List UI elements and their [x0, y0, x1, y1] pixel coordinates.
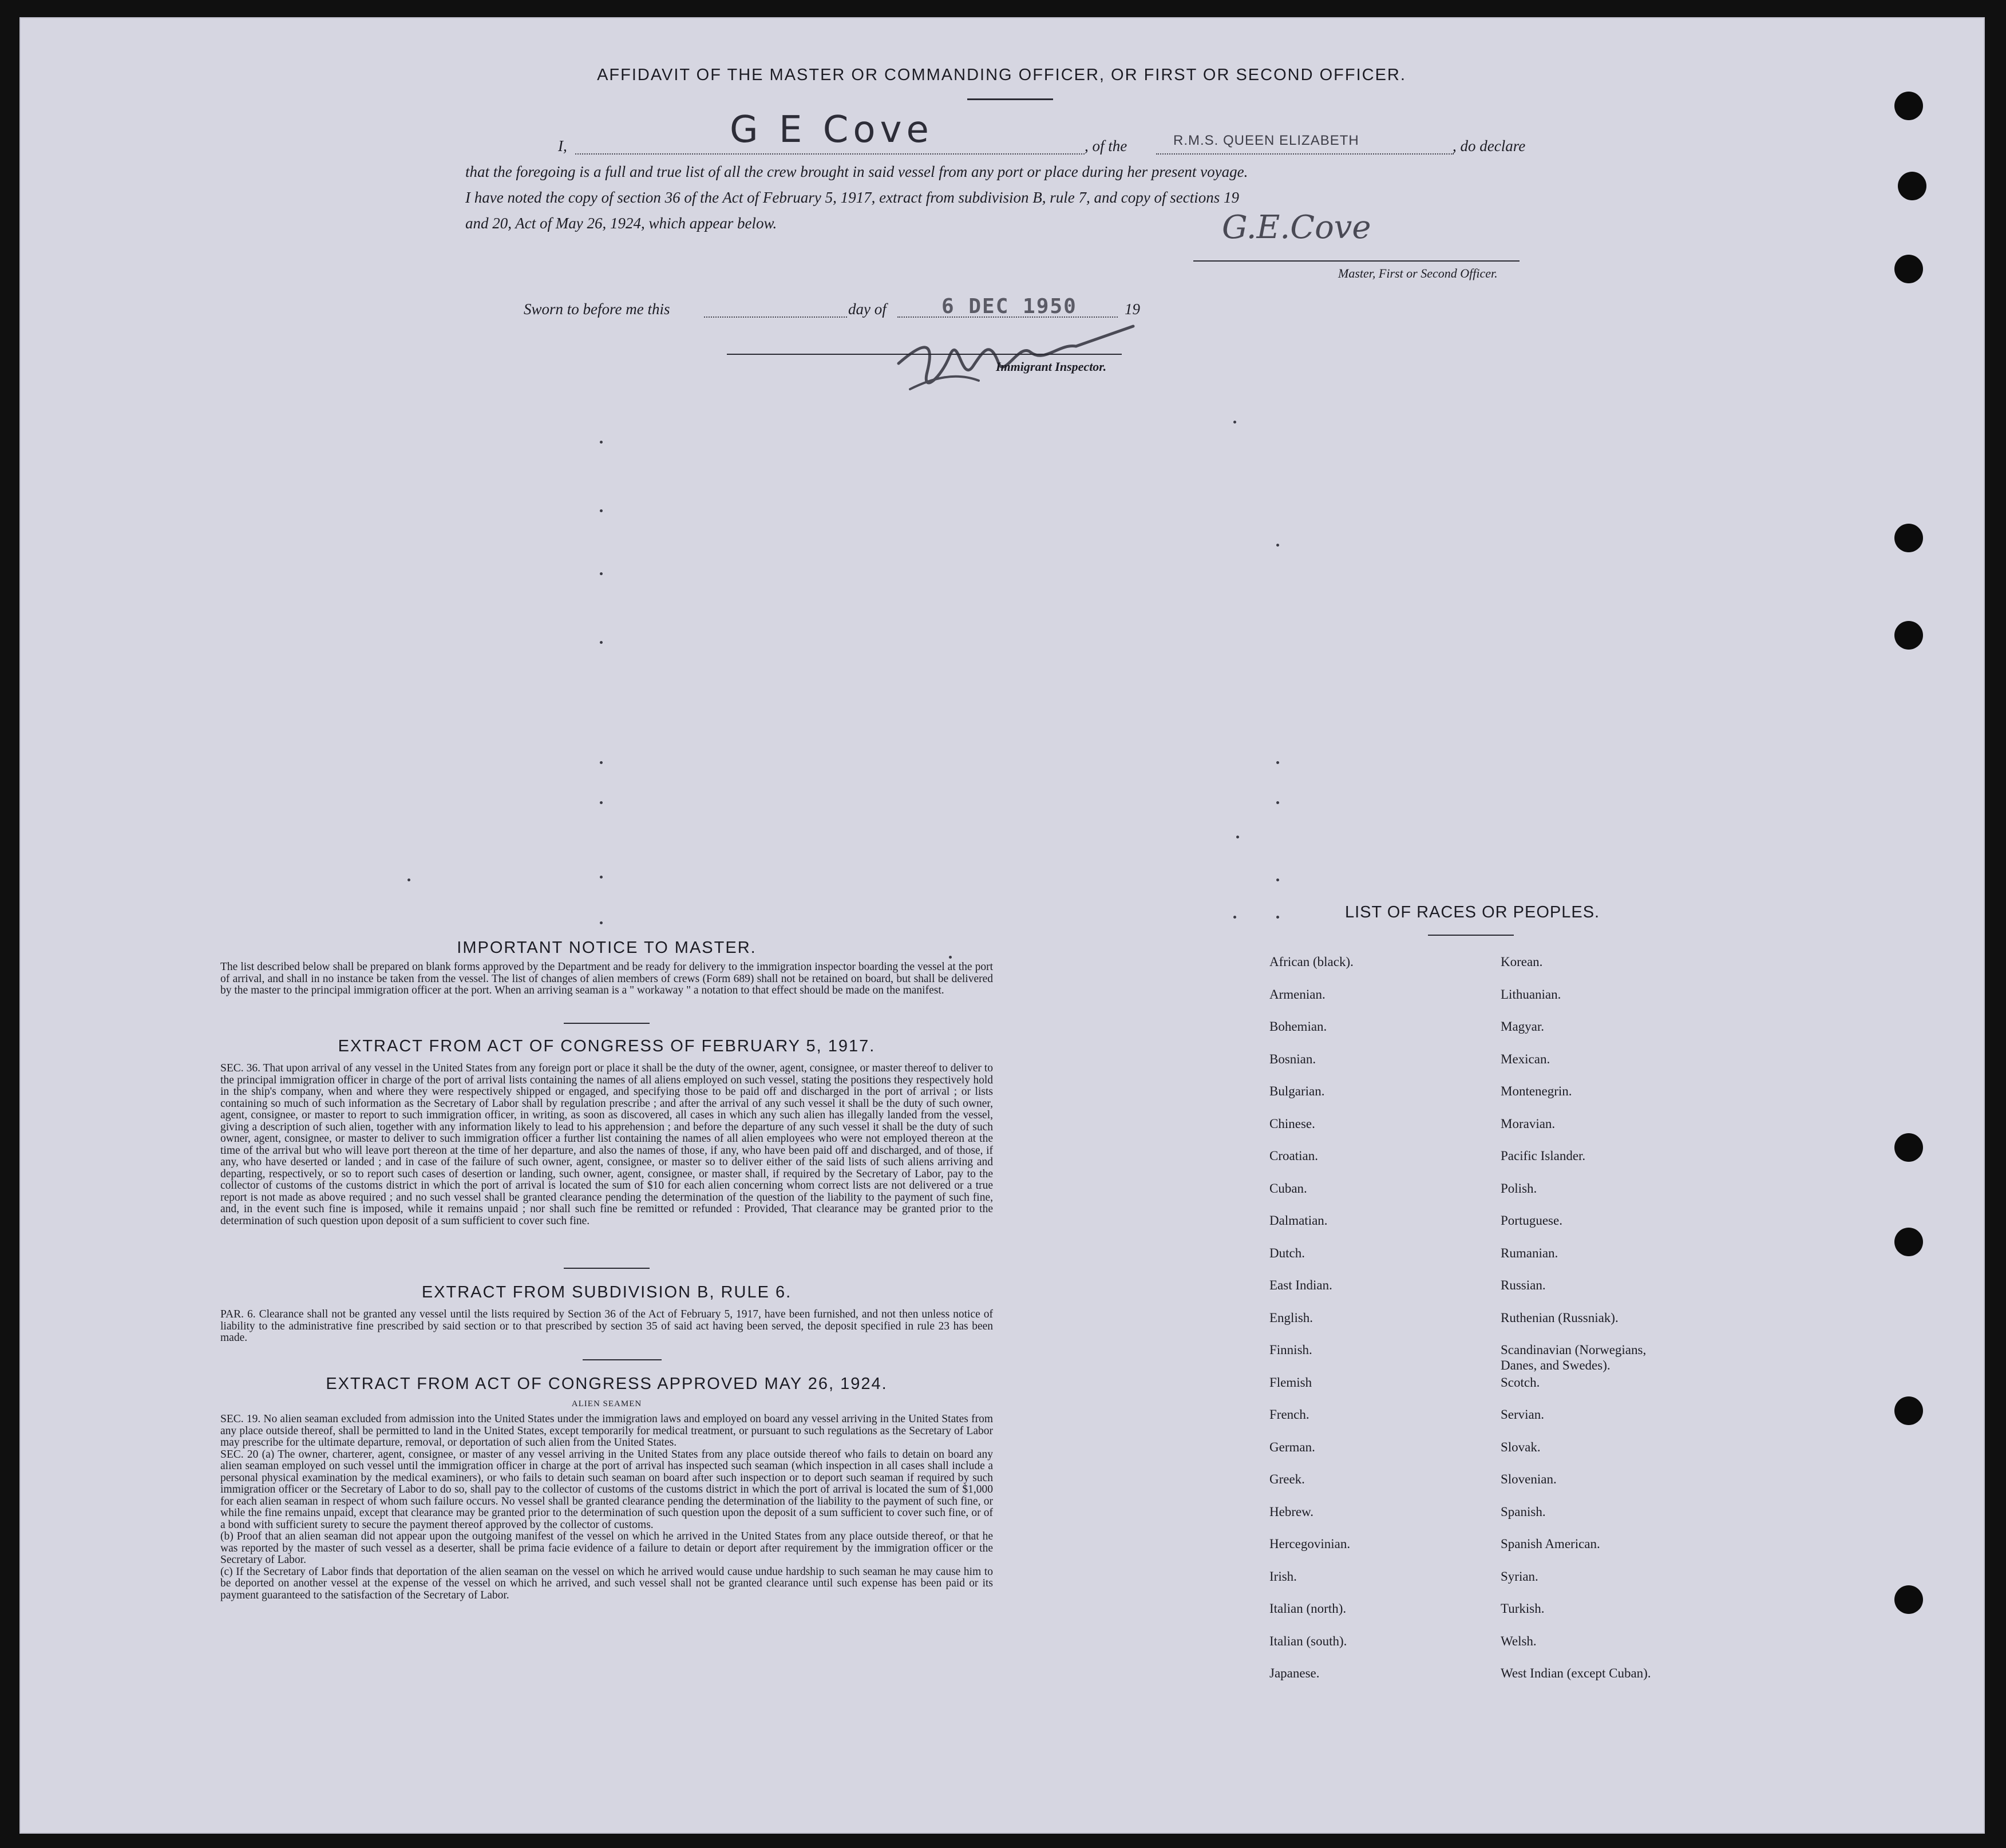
punch-hole [1894, 92, 1923, 120]
punch-hole [1894, 255, 1923, 283]
dust-speck [600, 921, 603, 924]
affidavit-title: AFFIDAVIT OF THE MASTER OR COMMANDING OFFICER, OR FIRST OR SECOND OFFICER. [597, 66, 1406, 84]
extract-1924-subtitle: ALIEN SEAMEN [571, 1399, 642, 1408]
race-item: Scandinavian (Norwegians, Danes, and Swedes). [1501, 1343, 1647, 1372]
dust-speck [600, 572, 603, 575]
race-item: Chinese. [1269, 1116, 1315, 1131]
dust-speck [1276, 879, 1279, 881]
affidavit-line-2: that the foregoing is a full and true list of all the crew brought in said vessel from any port or place during her present voyage. [465, 163, 1248, 180]
section-divider [564, 1268, 650, 1269]
name-fill-line [575, 153, 1085, 155]
race-item: Moravian. [1501, 1116, 1556, 1131]
race-item: Turkish. [1501, 1601, 1545, 1616]
signature-line [1193, 260, 1520, 262]
extract-rule6-title: EXTRACT FROM SUBDIVISION B, RULE 6. [421, 1283, 792, 1301]
affidavit-i-label: I, [558, 137, 567, 155]
race-item: English. [1269, 1310, 1313, 1325]
master-name-handwritten: G E Cove [730, 109, 933, 151]
affidavit-do-declare: , do declare [1453, 137, 1526, 155]
extract-1917-body: SEC. 36. That upon arrival of any vessel in the United States from any foreign port or place it shall be the duty of the owner, agent, consignee, or master thereof to deliver to the principal immigration officer in charge of the port of arrival lists containing the names of all aliens employed on such vessel, stating the positions they respectively hold in the ship's company, when and where they were respectively shipped or engaged, and specifying those to be paid off and discharged in the port of arrival ; or lists containing so much of such information as the Secretary of Labor shall by regulation prescribe ; and after the arrival of any such vessel it shall be the duty of such owner, agent, consignee, or master to report to such immigration officer, in writing, as soon as discovered, all cases in which any such alien has illegally landed from the vessel, giving a description of such alien, together with any information likely to lead to his apprehension ; and before the departure of any such vessel it shall be the duty of such owner, agent, consignee, or master to deliver to such immigration officer a further list containing the names of all alien employees who were not employed thereon at the time of the arrival but who will leave port thereon at the time of her departure, and also the names of those, if any, who have been paid off and discharged, and of those, if any, who have deserted or landed ; and in case of the failure of such owner, agent, consignee, or master so to deliver either of the said lists of such aliens arriving and departing, respectively, or so to report such cases of desertion or landing, such owner, agent, consignee, or master shall, if required by the Secretary of Labor, pay to the collector of customs of the customs district in which the port of arrival is located the sum of $10 for each alien concerning whom correct lists are not delivered or a true report is not made as above required ; and no such vessel shall be granted clearance pending the determination of the question of the liability to the payment of such fine, and, in the event such fine is imposed, while it remains unpaid ; nor shall such fine be remitted or refunded : Provided, That clearance may be granted prior to the determination of such question upon deposit of a sum sufficient to cover such fine. [220, 1062, 993, 1227]
master-signature: G.E.Cove [1222, 209, 1371, 246]
dust-speck [600, 801, 603, 804]
sworn-day-line [704, 316, 847, 318]
race-item: Armenian. [1269, 987, 1326, 1002]
punch-hole [1898, 172, 1926, 200]
race-item: Montenegrin. [1501, 1084, 1572, 1098]
notice-body: The list described below shall be prepared on blank forms approved by the Department and be ready for delivery to the immigration inspector boarding the vessel at the port of arrival, and shall in no instance be taken from the vessel. The list of changes of alien members of crews (Form 689) shall not be retained on board, but shall be delivered by the master to the principal immigration officer at the port. When an arriving seaman is a " workaway " a notation to that effect should be made on the manifest. [220, 961, 993, 996]
race-item: East Indian. [1269, 1278, 1332, 1292]
dust-speck [1276, 801, 1279, 804]
dust-speck [407, 879, 410, 881]
race-item: Pacific Islander. [1501, 1149, 1586, 1163]
race-item: Russian. [1501, 1278, 1546, 1292]
race-item: African (black). [1269, 955, 1354, 969]
affidavit-of-the: , of the [1085, 137, 1127, 155]
dust-speck [600, 761, 603, 764]
date-stamp: 6 DEC 1950 [941, 295, 1077, 318]
extract-1924-title: EXTRACT FROM ACT OF CONGRESS APPROVED MAY 26, 1924. [326, 1375, 888, 1393]
race-item: Finnish. [1269, 1343, 1312, 1357]
races-title-underline [1428, 935, 1514, 936]
dust-speck [1276, 544, 1279, 547]
affidavit-line-4: and 20, Act of May 26, 1924, which appear below. [465, 215, 777, 232]
sworn-day-of: day of [848, 300, 887, 318]
race-item: Bosnian. [1269, 1051, 1316, 1066]
race-item: West Indian (except Cuban). [1501, 1666, 1651, 1680]
race-item: French. [1269, 1407, 1309, 1422]
race-item: German. [1269, 1439, 1315, 1454]
vessel-name: R.M.S. QUEEN ELIZABETH [1173, 133, 1359, 148]
race-item: Rumanian. [1501, 1245, 1558, 1260]
sworn-label: Sworn to before me this [524, 300, 670, 318]
race-item: Mexican. [1501, 1051, 1550, 1066]
affidavit-line-3: I have noted the copy of section 36 of the Act of February 5, 1917, extract from subdivision B, rule 7, and copy of sections 19 [465, 189, 1239, 206]
section-divider [583, 1359, 662, 1360]
race-item: Italian (north). [1269, 1601, 1347, 1616]
dust-speck [1276, 761, 1279, 764]
race-item: Syrian. [1501, 1569, 1538, 1584]
race-item: Lithuanian. [1501, 987, 1561, 1002]
inspector-caption: Immigrant Inspector. [996, 359, 1107, 374]
race-item: Flemish [1269, 1375, 1312, 1390]
dust-speck [600, 641, 603, 644]
dust-speck [1233, 421, 1236, 424]
punch-hole [1894, 1133, 1923, 1162]
race-item: Spanish. [1501, 1504, 1546, 1519]
inspector-signature-line [727, 354, 1122, 355]
section-20b: (b) Proof that an alien seaman did not appear upon the outgoing manifest of the vessel on which he arrived in the United States from any place outside thereof, or that he was reported by the master of such vessel as a deserter, shall be prima facie evidence of a failure to detain or deport after requirement by the immigration officer or the Secretary of Labor. [220, 1530, 993, 1566]
punch-hole [1894, 1228, 1923, 1256]
extract-1924-body [220, 1414, 993, 1601]
dust-speck [1236, 836, 1239, 838]
dust-speck [1233, 916, 1236, 919]
title-underline [967, 98, 1053, 100]
section-20a: SEC. 20 (a) The owner, charterer, agent, consignee, or master of any vessel arriving in the United States from any place outside thereof who fails to detain on board any alien seaman employed on such vessel until the immigration officer in charge at the port of arrival has inspected such seaman (which inspection in all cases shall include a personal physical examination by the medical examiners), or who fails to detain such seaman on board after such inspection or to deport such seaman if required by such immigration officer or the Secretary of Labor to do so, shall pay to the collector of customs of the customs district in which the port of arrival is located the sum of $1,000 for each alien seaman in respect of whom such failure occurs. No vessel shall be granted clearance pending the determination of the liability to the payment of such fine, or while the fine remains unpaid, except that clearance may be granted prior to the determination of such question upon the deposit of a sum sufficient to cover such fine, or of a bond with sufficient surety to secure the payment thereof approved by the collector of customs. [220, 1448, 993, 1531]
punch-hole [1894, 524, 1923, 552]
section-20c: (c) If the Secretary of Labor finds that deportation of the alien seaman on the vessel on which he arrived would cause undue hardship to such seaman he may cause him to be deported on another vessel at the expense of the vessel on which he arrived, and such vessel shall not be granted clearance until such expense has been paid or its payment guaranteed to the satisfaction of the Secretary of Labor. [220, 1565, 993, 1601]
extract-rule6-body: PAR. 6. Clearance shall not be granted any vessel until the lists required by Section 36 of the Act of February 5, 1917, have been furnished, and not then unless notice of liability to the administrative fine prescribed by said section or to that prescribed by section 35 of said act having been served, the deposit specified in rule 23 has been made. [220, 1308, 993, 1344]
inspector-signature [887, 309, 1185, 406]
punch-hole [1894, 621, 1923, 650]
vessel-fill-line [1156, 153, 1454, 155]
dust-speck [600, 876, 603, 879]
punch-hole [1894, 1585, 1923, 1614]
race-item: Magyar. [1501, 1019, 1545, 1034]
notice-title: IMPORTANT NOTICE TO MASTER. [457, 939, 757, 957]
race-item: Dutch. [1269, 1245, 1305, 1260]
dust-speck [1276, 916, 1279, 919]
sworn-year-prefix: 19 [1125, 300, 1140, 318]
race-item: Portuguese. [1501, 1213, 1562, 1228]
race-item: Cuban. [1269, 1181, 1307, 1196]
race-item: Hebrew. [1269, 1504, 1314, 1519]
race-item: Spanish American. [1501, 1537, 1600, 1551]
race-item: Bohemian. [1269, 1019, 1327, 1034]
race-item: Bulgarian. [1269, 1084, 1325, 1098]
dust-speck [600, 509, 603, 512]
section-19: SEC. 19. No alien seaman excluded from admission into the United States under the immigration laws and employed on board any vessel arriving in the United States from any place outside thereof, shall be permitted to land in the United States, except temporarily for medical treatment, or pursuant to such regulations as the Secretary of Labor may prescribe for the ultimate departure, removal, or deportation of such alien from the United States. [220, 1413, 993, 1449]
race-item: Hercegovinian. [1269, 1537, 1351, 1551]
race-item: Scotch. [1501, 1375, 1540, 1390]
race-item: Welsh. [1501, 1633, 1537, 1648]
race-item: Slovenian. [1501, 1472, 1557, 1486]
race-item: Dalmatian. [1269, 1213, 1328, 1228]
section-divider [564, 1023, 650, 1024]
race-item: Slovak. [1501, 1439, 1541, 1454]
master-signature-caption: Master, First or Second Officer. [1338, 266, 1498, 280]
race-item: Servian. [1501, 1407, 1545, 1422]
punch-hole [1894, 1396, 1923, 1425]
race-item: Irish. [1269, 1569, 1297, 1584]
race-item: Greek. [1269, 1472, 1305, 1486]
dust-speck [600, 441, 603, 444]
extract-1917-title: EXTRACT FROM ACT OF CONGRESS OF FEBRUARY 5, 1917. [338, 1037, 876, 1055]
races-title: LIST OF RACES OR PEOPLES. [1345, 903, 1600, 921]
race-item: Italian (south). [1269, 1633, 1347, 1648]
race-item: Ruthenian (Russniak). [1501, 1310, 1619, 1325]
race-item: Croatian. [1269, 1149, 1318, 1163]
race-item: Korean. [1501, 955, 1543, 969]
race-item: Japanese. [1269, 1666, 1320, 1680]
race-item: Polish. [1501, 1181, 1537, 1196]
